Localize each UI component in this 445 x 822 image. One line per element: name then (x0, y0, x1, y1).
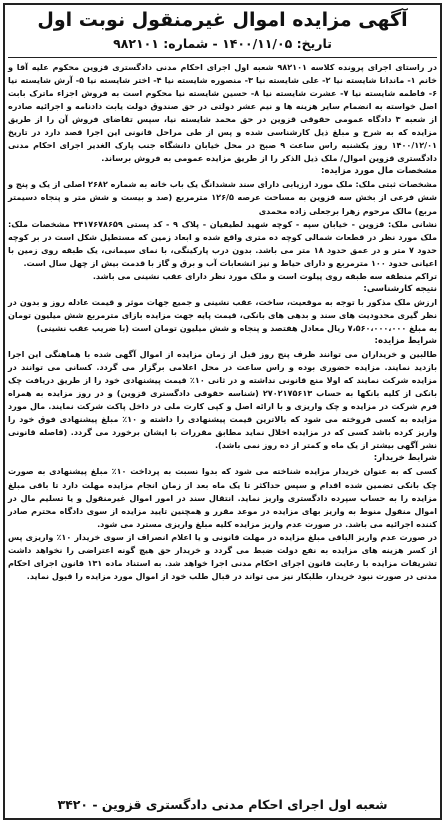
address-paragraph: نشانی ملک: قزوین - خیابان سپه - کوچه شهید لطیفیان - پلاک ۹ - کد پستی ۳۴۱۷۶۷۸۶۵۹ مشخصات ملک: ملک مورد نظر در قطعات شمالی کوچه ده متری واقع شده و ابعاد زمین که مستطیل شکل است در بر کوچه حدود ۷ متر و در عمق حدود ۱۸ متر می باشد. بدون درب پارکینگی، با نمای سیمانی، یک طبقه روی زمین با اعیانی حدود ۱۰۰ مترمربع و دارای حیاط و نیز انشعابات آب و برق و گاز با قدمت بیش از چهل سال است. (8, 218, 438, 268)
notice-title: آگهی مزایده اموال غیرمنقول نوبت اول (37, 9, 408, 31)
buyer-conditions-heading: شرایط خریدار: (373, 453, 437, 464)
expert-heading: نتیجه کارشناسی: (363, 283, 437, 294)
issuer-signature: شعبه اول اجرای احکام مدنی دادگستری قزوین - ۳۴۲۰ (57, 797, 388, 812)
final-paragraph: در صورت عدم واریز الباقی مبلغ مزایده در مهلت قانونی و یا اعلام انصراف از سوی خریدار ۱۰٪ واریزی پس از کسر هزینه های مزایده به نفع دولت ضبط می گردد و خریدار حق هیچ گونه اعتراضی را نخواهد داشت تشریفات مزایده با رعایت قانون اجرای احکام مدنی اجرا خواهد شد. به استناد ماده ۱۳۱ قانون اجرای احکام مدنی در صورت نبود خریدار، طلبکار نیز می تواند در قبال طلب خود از اموال مورد مزایده را قبول نماید. (8, 531, 438, 581)
conditions-heading: شرایط مزایده: (374, 335, 437, 346)
title-divider (8, 57, 437, 58)
conditions-paragraph: طالبین و خریداران می توانند ظرف پنج روز قبل از زمان مزایده از اموال آگهی شده با هماهنگی این اجرا بازدید نمایند. مزایده حضوری بوده و راس ساعت در محل اعلامی برگزار می گردد. کسانی می توانند در مزایده شرکت نمایند که اولا منع قانونی نداشته و در ثانی ۱۰٪ قیمت پیشنهادی خود را از طریق دریافت چک بانکی از کلیه بانکها به حساب ۲۷۰۲۱۷۵۶۱۳ (شناسه حقوقی دادگستری قزوین) و در روز مزایده به همراه فرم شرکت در مزایده و چک واریزی و با ارائه اصل و کپی کارت ملی در داخل پاکت شرکت نمایند. مال مورد مزایده به کسی فروخته می شود که بالاترین قیمت پیشنهادی را داشته و ۱۰٪ مبلغ پیشنهادی فوق خود را واریز کرده باشد کسی که در مزایده اخلال نماید مطابق مقررات با ایشان برخورد می گردد. (فاصله قانونی نشر آگهی بیشتر از یک ماه و کمتر از ده روز نمی باشد). (8, 349, 438, 451)
notice-date-number: تاریخ: ۱۴۰۰/۱۱/۰۵ - شماره: ۹۸۲۱۰۱ (113, 36, 332, 51)
density-paragraph: تراکم منطقه سه طبقه روی پیلوت است و ملک مورد نظر دارای عقب نشینی می باشد. (92, 270, 437, 281)
specs-heading: مشخصات مال مورد مزایده: (321, 166, 437, 177)
intro-paragraph: در راستای اجرای پرونده کلاسه ۹۸۲۱۰۱ شعبه اول اجرای احکام مدنی دادگستری قزوین محکوم علیه آقا و خانم ۱- ماندانا شایسته نیا ۲- علی شایسته نیا ۳- منصوره شایسته نیا ۴- اختر شایسته نیا ۵- آرش شایسته نیا ۶- فاطمه شایسته نیا ۷- عشرت شایسته نیا ۸- حسین شایسته نیا محکوم است به فروش اجزاء ماترک بابت اصل خواسته به انضمام سایر هزینه ها و نیم عشر دولتی در حق صندوق دولت یابت دادنامه و اجرائیه صادره از شعبه ۳ دادگاه عمومی حقوقی قزوین در حق محمد شایسته نیا، سپس تقاضای فروش آن را از طریق مزایده که به شرح و مبلغ ذیل کارشناسی شده و پس از طی مراحل قانونی این اجرا قصد دارد در تاریخ ۱۴۰۰/۱۲/۰۱ روز یکشنبه راس ساعت ۹ صبح در محل خیابان دانشگاه جنب پارک الغدیر اجرای احکام مدنی دادگستری قزوین اموال/ ملک ذیل الذکر را از طریق مزایده عمومی به فروش برساند. (8, 62, 438, 164)
expert-paragraph: ارزش ملک مذکور با توجه به موقعیت، ساخت، عقب نشینی و جمیع جهات موثر و قیمت عادله روز و بدون در نظر گیری محدودیت های سند و بدهی های بانکی، قیمت پایه جهت مزایده بازای مترمربع شش میلیون تومان به مبلغ ۷،۵۶۰،۰۰۰،۰۰۰ ریال معادل هفتصد و پنجاه و شش میلیون تومان است (با ضریب عقب نشینی) (8, 296, 437, 333)
buyer-conditions-paragraph: کسی که به عنوان خریدار مزایده شناخته می شود که بدوا نسبت به پرداخت ۱۰٪ مبلغ پیشنهادی به صورت چک بانکی تضمین شده اقدام و سپس حداکثر تا یک ماه بعد از زمان انجام مزایده مهلت دارد تا باقی مبلغ مزایده را به حساب سپرده دادگستری واریز نماید. انتقال سند در امور اموال غیرمنقول و یا تسلیم مال در اموال منقول منوط به واریز بهای مزایده در موعد مقرر و همچنین تایید مزایده از سوی دادگاه محترم صادر کننده اجرائیه می باشد. در صورت عدم واریز مزایده کلیه مبلغ واریزی مسترد می شود. (8, 466, 437, 529)
registration-paragraph: مشخصات ثبتی ملک: ملک مورد ارزیابی دارای سند ششدانگ یک باب خانه به شماره ۲۶۸۲ اصلی از یک و پنج و شش فرعی از بخش سه قزوین به مساحت عرصه ۱۲۶/۵ مترمربع (صد و بیست و شش متر و پنجاه دسیمتر مربع) مالک مرحوم زهرا برجعلی زاده محمدی (8, 179, 437, 216)
